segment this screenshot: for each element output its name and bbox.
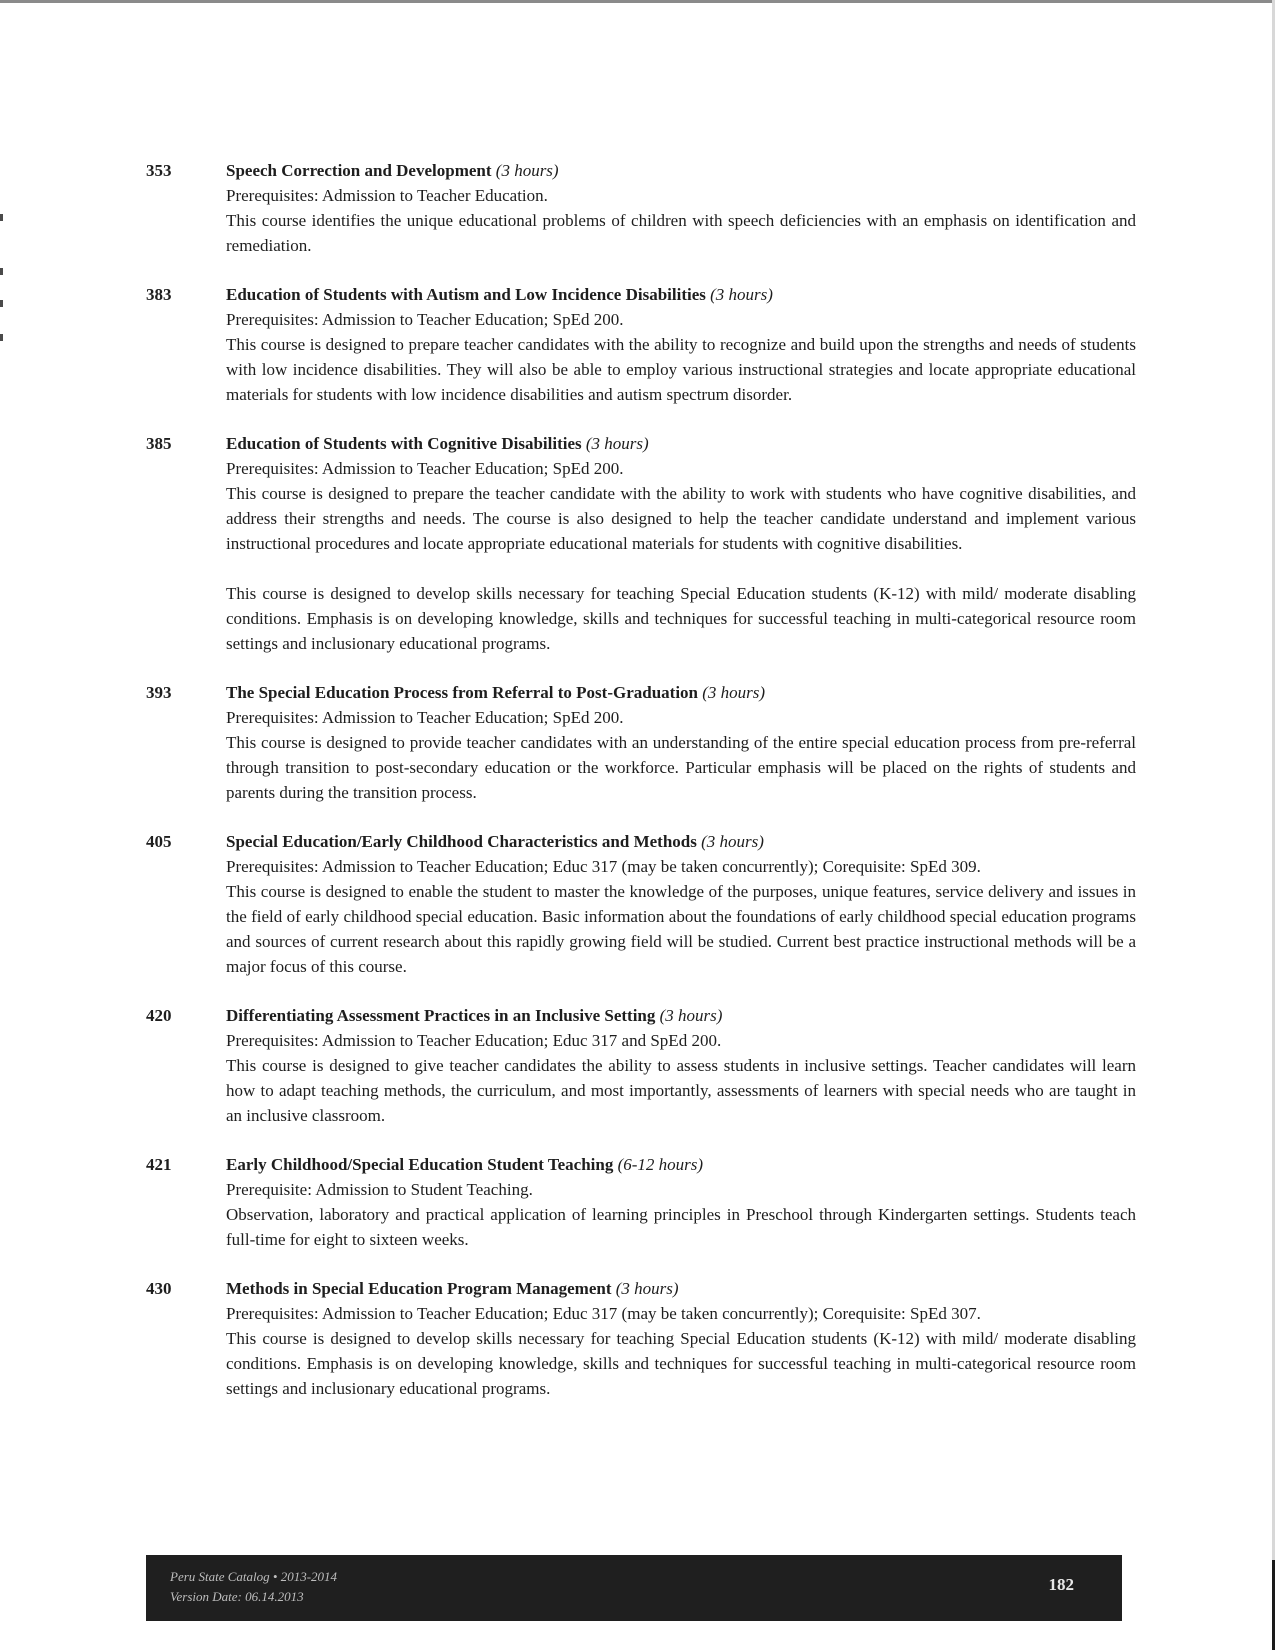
course-list — [146, 158, 1136, 1425]
course-entry — [146, 680, 1136, 805]
scan-tick — [0, 268, 3, 275]
course-description: This course identifies the unique educational problems of children with speech deficiencies with an emphasis on identification and remediation. — [226, 211, 1136, 255]
course-prerequisites: Prerequisites: Admission to Teacher Education; Educ 317 (may be taken concurrently); Corequisite: SpEd 307. — [226, 1304, 981, 1323]
course-title: Education of Students with Cognitive Disabilities — [226, 434, 582, 453]
course-entry — [146, 158, 1136, 258]
course-description: This course is designed to prepare the teacher candidate with the ability to work with students who have cognitive disabilities, and address their strengths and needs. The course is also designed to help the teacher candidate understand and implement various instructional procedures and locate appropriate educational materials for students with cognitive disabilities. — [226, 484, 1136, 553]
course-prerequisites: Prerequisite: Admission to Student Teaching. — [226, 1180, 533, 1199]
course-hours: (3 hours) — [701, 832, 764, 851]
course-title: The Special Education Process from Referral to Post-Graduation — [226, 683, 699, 702]
course-description: This course is designed to prepare teacher candidates with the ability to recognize and build upon the strengths and needs of students with low incidence disabilities. They will also be able to employ various instructional strategies and locate appropriate educational materials for students with low incidence disabilities and autism spectrum disorder. — [226, 335, 1136, 404]
course-heading — [226, 1003, 1136, 1028]
course-title: Differentiating Assessment Practices in an Inclusive Setting — [226, 1006, 656, 1025]
course-number: 393 — [146, 683, 172, 702]
course-description: This course is designed to give teacher candidates the ability to assess students in inclusive settings. Teacher candidates will learn how to adapt teaching methods, the curriculum, and most importantly, assessments of learners with special needs who are taught in an inclusive classroom. — [226, 1056, 1136, 1125]
course-heading — [226, 680, 1136, 705]
footer-version-date: Version Date: 06.14.2013 — [170, 1589, 304, 1604]
scan-tick — [0, 214, 3, 221]
course-heading — [226, 829, 1136, 854]
course-prerequisites: Prerequisites: Admission to Teacher Education. — [226, 186, 548, 205]
course-heading — [226, 1276, 1136, 1301]
course-body — [226, 282, 1136, 407]
course-hours: (3 hours) — [615, 1279, 679, 1298]
course-description: This course is designed to develop skills necessary for teaching Special Education students (K-12) with mild/ moderate disabling conditions. Emphasis is on developing knowledge, skills and techniques for successful teaching in multi-categorical resource room settings and inclusionary educational programs. — [226, 1329, 1136, 1398]
course-hours: (6-12 hours) — [617, 1155, 704, 1174]
course-body — [226, 158, 1136, 258]
course-body — [226, 1003, 1136, 1128]
course-prerequisites: Prerequisites: Admission to Teacher Education; SpEd 200. — [226, 310, 624, 329]
course-hours: (3 hours) — [702, 683, 766, 702]
course-heading — [226, 431, 1136, 456]
course-heading — [226, 158, 1136, 183]
course-title: Education of Students with Autism and Low Incidence Disabilities — [226, 285, 706, 304]
course-prerequisites: Prerequisites: Admission to Teacher Education; SpEd 200. — [226, 708, 624, 727]
course-title: Early Childhood/Special Education Student Teaching — [226, 1155, 614, 1174]
course-description: This course is designed to provide teacher candidates with an understanding of the entire special education process from pre-referral through transition to post-secondary education or the workforce. Particular emphasis will be placed on the rights of students and parents during the transition process. — [226, 733, 1136, 802]
course-prerequisites: Prerequisites: Admission to Teacher Education; Educ 317 and SpEd 200. — [226, 1031, 722, 1050]
page-number: 182 — [1048, 1575, 1074, 1594]
course-heading — [226, 1152, 1136, 1177]
course-description: This course is designed to enable the student to master the knowledge of the purposes, unique features, service delivery and issues in the field of early childhood special education. Basic information about the foundations of early childhood special education programs and sources of current research about this rapidly growing field will be studied. Current best practice instructional methods will be a major focus of this course. — [226, 882, 1136, 976]
course-number: 385 — [146, 434, 172, 453]
course-number: 421 — [146, 1155, 172, 1174]
course-number: 430 — [146, 1279, 172, 1298]
course-body — [226, 829, 1136, 979]
course-hours: (3 hours) — [710, 285, 773, 304]
course-title: Methods in Special Education Program Management — [226, 1279, 612, 1298]
course-prerequisites: Prerequisites: Admission to Teacher Education; SpEd 200. — [226, 459, 624, 478]
course-description: Observation, laboratory and practical application of learning principles in Preschool through Kindergarten settings. Students teach full-time for eight to sixteen weeks. — [226, 1205, 1136, 1249]
course-entry — [146, 829, 1136, 979]
course-number: 353 — [146, 161, 172, 180]
course-number: 420 — [146, 1006, 172, 1025]
course-number: 405 — [146, 832, 172, 851]
scan-tick — [0, 334, 3, 341]
course-title: Speech Correction and Development — [226, 161, 492, 180]
footer-bar — [146, 1555, 1122, 1621]
course-entry — [146, 282, 1136, 407]
scan-tick — [0, 300, 3, 307]
course-heading — [226, 282, 1136, 307]
course-entry — [146, 1152, 1136, 1252]
course-body — [226, 431, 1136, 656]
course-hours: (3 hours) — [585, 434, 649, 453]
course-entry — [146, 1276, 1136, 1401]
course-prerequisites: Prerequisites: Admission to Teacher Education; Educ 317 (may be taken concurrently); Corequisite: SpEd 309. — [226, 857, 981, 876]
course-extra-paragraph: This course is designed to develop skills necessary for teaching Special Education students (K-12) with mild/ moderate disabling conditions. Emphasis is on developing knowledge, skills and techniques for successful teaching in multi-categorical resource room settings and inclusionary educational programs. — [226, 584, 1136, 653]
course-title: Special Education/Early Childhood Characteristics and Methods — [226, 832, 697, 851]
scan-edge-top — [0, 0, 1275, 3]
course-entry — [146, 1003, 1136, 1128]
course-entry — [146, 431, 1136, 656]
footer-catalog-info — [170, 1567, 337, 1607]
course-body — [226, 680, 1136, 805]
course-hours: (3 hours) — [659, 1006, 723, 1025]
course-hours: (3 hours) — [495, 161, 559, 180]
footer-catalog-title: Peru State Catalog • 2013-2014 — [170, 1569, 338, 1584]
course-body — [226, 1152, 1136, 1252]
course-number: 383 — [146, 285, 172, 304]
course-body — [226, 1276, 1136, 1401]
